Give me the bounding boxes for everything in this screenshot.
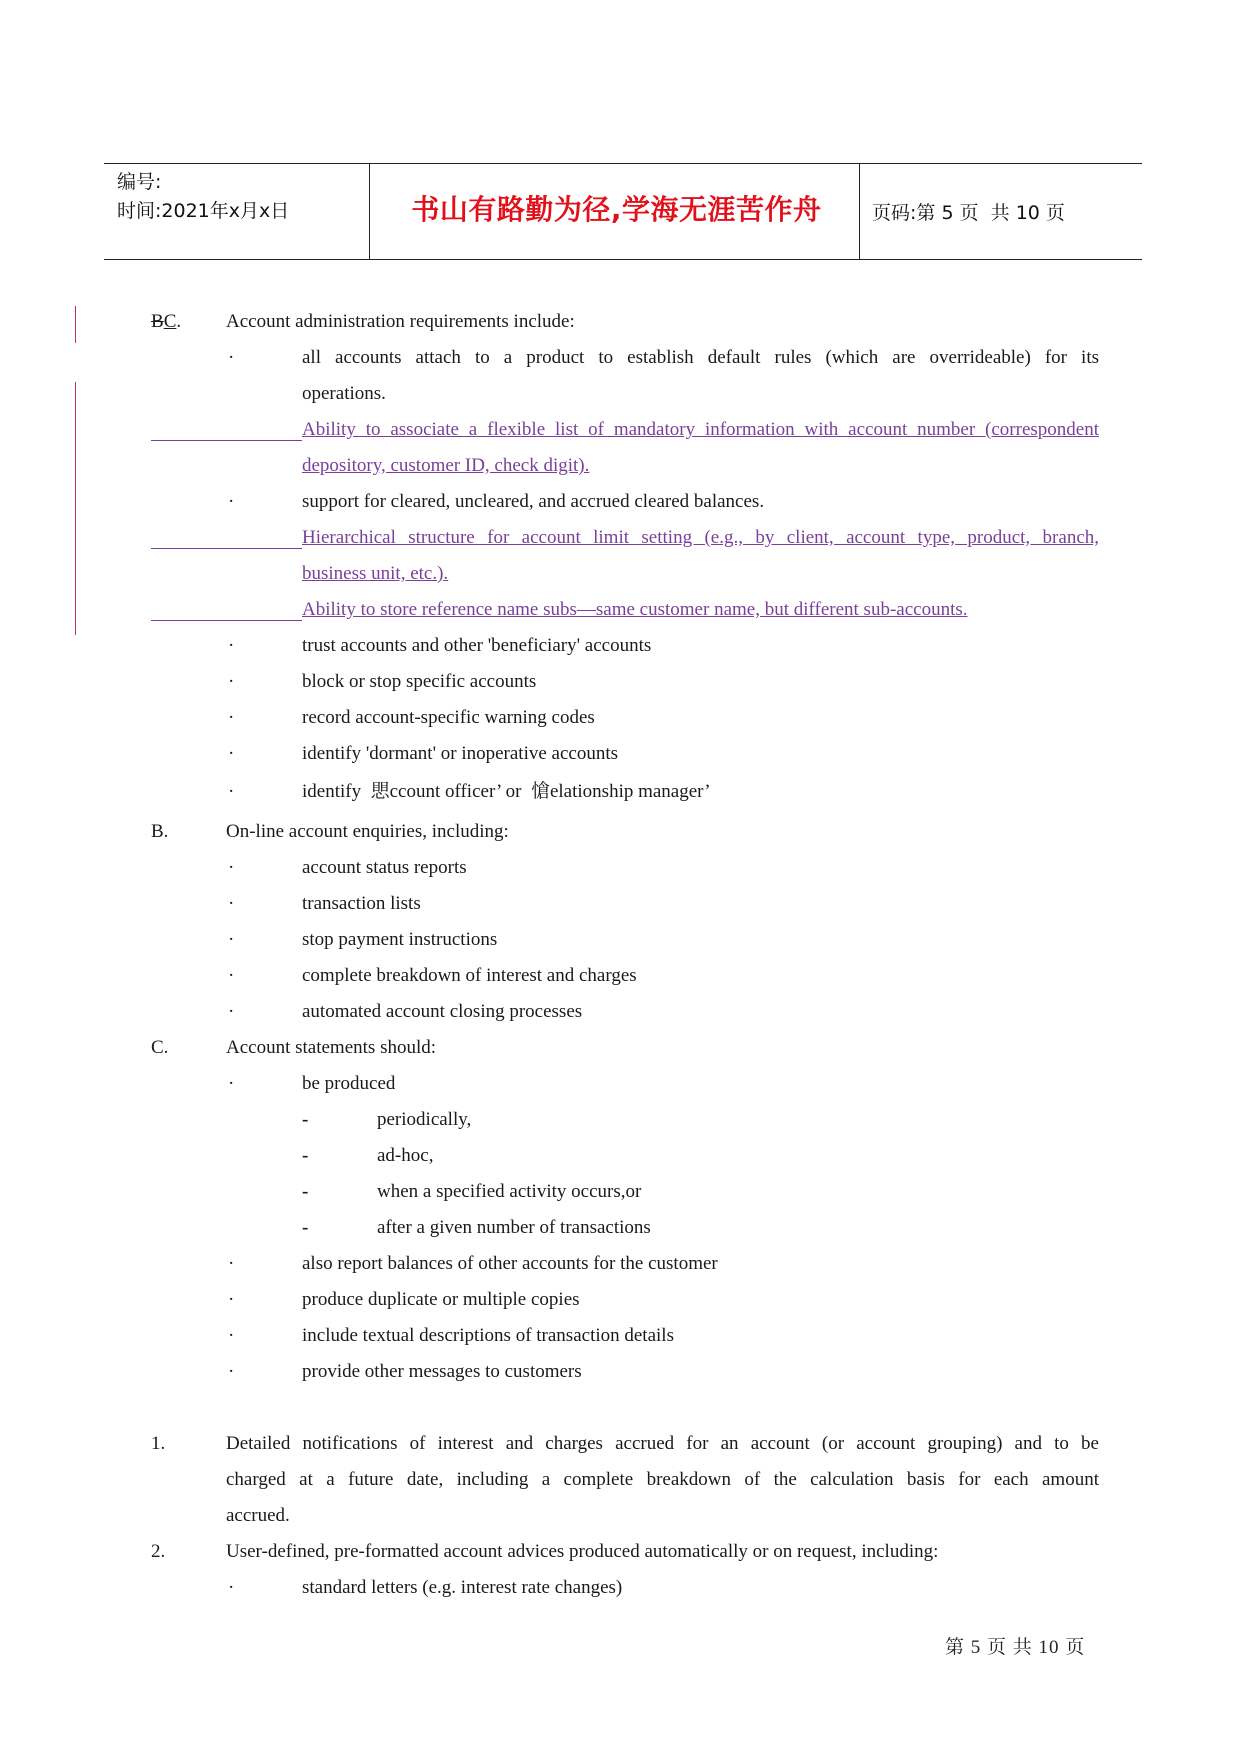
section-marker: C.	[151, 1037, 169, 1058]
bullet-icon: ·	[228, 929, 235, 950]
header-number-label: 编号:	[117, 171, 162, 193]
header-page-info: 页码:第 5 页 共 10 页	[872, 202, 1065, 224]
list-item: operations.	[302, 383, 386, 404]
inserted-text: Ability to store reference name subs—same customer name, but different sub-accounts.	[302, 599, 968, 620]
bullet-icon: ·	[228, 1073, 235, 1094]
header-motto: 书山有路勤为径,学海无涯苦作舟	[411, 193, 822, 226]
bullet-icon: ·	[228, 1577, 235, 1598]
list-item: also report balances of other accounts for the customer	[302, 1253, 718, 1274]
inserted-text: depository, customer ID, check digit).	[302, 455, 590, 476]
bullet-icon: ·	[228, 1289, 235, 1310]
bullet-icon: ·	[228, 347, 235, 368]
section-marker: B.	[151, 821, 169, 842]
numbered-item: charged at a future date, including a complete breakdown of the calculation basis for each amount	[226, 1469, 1099, 1490]
bullet-icon: ·	[228, 1325, 235, 1346]
dash-icon: -	[302, 1217, 309, 1238]
list-item: standard letters (e.g. interest rate changes)	[302, 1577, 623, 1598]
header-divider	[859, 164, 860, 259]
list-item: record account-specific warning codes	[302, 707, 595, 728]
page-header	[104, 163, 1142, 260]
numbered-marker: 2.	[151, 1541, 166, 1562]
list-item: identify 愳ccount officer’ or 愴elationship manager’	[302, 781, 711, 802]
sub-list-item: after a given number of transactions	[377, 1217, 651, 1238]
bullet-icon: ·	[228, 857, 235, 878]
sub-list-item: when a specified activity occurs,or	[377, 1181, 642, 1202]
section-marker-bc: BC.	[151, 311, 182, 332]
list-item: transaction lists	[302, 893, 421, 914]
inserted-text: business unit, etc.).	[302, 563, 449, 584]
sub-list-item: ad-hoc,	[377, 1145, 434, 1166]
list-item: provide other messages to customers	[302, 1361, 582, 1382]
insertion-leader-line	[151, 440, 302, 441]
dash-icon: -	[302, 1109, 309, 1130]
list-item: account status reports	[302, 857, 467, 878]
insertion-leader-line	[151, 548, 302, 549]
bullet-icon: ·	[228, 491, 235, 512]
bullet-icon: ·	[228, 743, 235, 764]
bullet-icon: ·	[228, 781, 235, 802]
numbered-item: accrued.	[226, 1505, 290, 1526]
inserted-text: Ability to associate a flexible list of mandatory information with account number (correspondent	[302, 419, 1099, 440]
list-item: automated account closing processes	[302, 1001, 583, 1022]
list-item: identify 'dormant' or inoperative accounts	[302, 743, 619, 764]
insertion-leader-line	[151, 620, 302, 621]
list-item: stop payment instructions	[302, 929, 498, 950]
section-heading: Account statements should:	[226, 1037, 437, 1058]
list-item: complete breakdown of interest and charges	[302, 965, 637, 986]
list-item: all accounts attach to a product to establish default rules (which are overrideable) for its	[302, 347, 1099, 368]
list-item: trust accounts and other 'beneficiary' accounts	[302, 635, 652, 656]
bullet-icon: ·	[228, 707, 235, 728]
list-item: support for cleared, uncleared, and accrued cleared balances.	[302, 491, 765, 512]
section-heading: On-line account enquiries, including:	[226, 821, 509, 842]
section-heading: Account administration requirements include:	[226, 311, 575, 332]
revision-change-bar	[75, 382, 76, 635]
bullet-icon: ·	[228, 965, 235, 986]
header-time-label: 时间:2021年x月x日	[117, 200, 290, 222]
sub-list-item: periodically,	[377, 1109, 472, 1130]
bullet-icon: ·	[228, 1253, 235, 1274]
bullet-icon: ·	[228, 635, 235, 656]
dash-icon: -	[302, 1181, 309, 1202]
list-item: block or stop specific accounts	[302, 671, 537, 692]
dash-icon: -	[302, 1145, 309, 1166]
numbered-marker: 1.	[151, 1433, 166, 1454]
page-footer: 第 5 页 共 10 页	[945, 1637, 1086, 1658]
bullet-icon: ·	[228, 1001, 235, 1022]
bullet-icon: ·	[228, 893, 235, 914]
list-item: be produced	[302, 1073, 396, 1094]
list-item: produce duplicate or multiple copies	[302, 1289, 580, 1310]
inserted-text: Hierarchical structure for account limit setting (e.g., by client, account type, product, branch,	[302, 527, 1099, 548]
revision-change-bar	[75, 306, 76, 343]
numbered-item: Detailed notifications of interest and charges accrued for an account (or account grouping) and to be	[226, 1433, 1099, 1454]
list-item: include textual descriptions of transaction details	[302, 1325, 674, 1346]
bullet-icon: ·	[228, 671, 235, 692]
bullet-icon: ·	[228, 1361, 235, 1382]
numbered-item: User-defined, pre-formatted account advices produced automatically or on request, including:	[226, 1541, 939, 1562]
header-left	[117, 168, 289, 226]
